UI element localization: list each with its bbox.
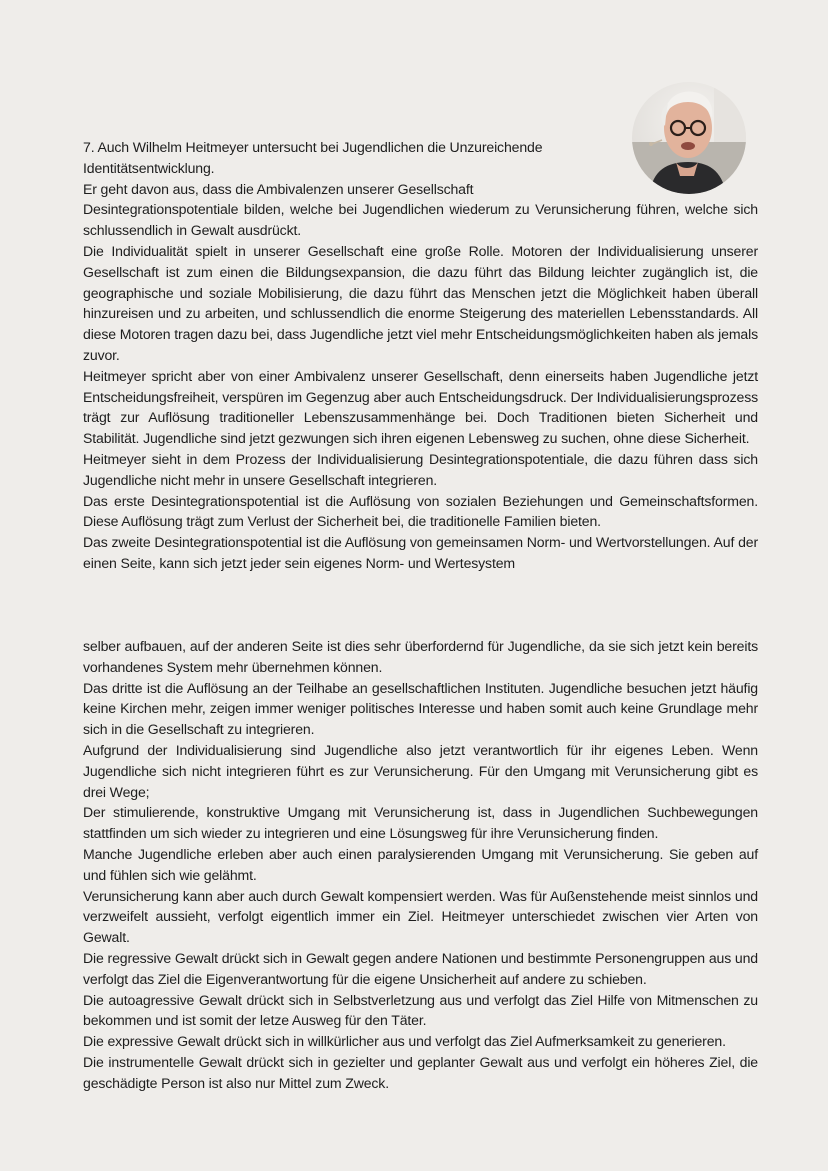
paragraph: Die instrumentelle Gewalt drückt sich in gezielter und geplanter Gewalt aus und verfolgt ein höheres Ziel, die geschädigte Person ist also nur Mittel zum Zweck. [83, 1053, 758, 1091]
text-block-bottom [83, 636, 758, 1094]
paragraph: selber aufbauen, auf der anderen Seite ist dies sehr überfordernd für Jugendliche, da sie sich jetzt kein bereits vorhandenes System mehr übernehmen können. [83, 638, 758, 675]
paragraph: Die Individualität spielt in unserer Gesellschaft eine große Rolle. Motoren der Individualisierung unserer Gesellschaft ist zum einen die Bildungsexpansion, die dazu führt das Bildung leichter zugänglich ist, die geographische und soziale Mobilisierung, die dazu führt das Menschen jetzt die Möglichkeit haben überall hinzureisen und zu arbeiten, und schlussendlich die enorme Steigerung des materiellen Lebensstandards. All diese Motoren tragen dazu bei, dass Jugendliche jetzt viel mehr Entscheidungsmöglichkeiten haben als jemals zuvor. [83, 242, 758, 363]
paragraph: Desintegrationspotentiale bilden, welche bei Jugendlichen wiederum zu Verunsicherung führen, welche sich schlussendlich in Gewalt ausdrückt. [83, 201, 758, 239]
paragraph: Der stimulierende, konstruktive Umgang mit Verunsicherung ist, dass in Jugendlichen Suchbewegungen stattfinden um sich wieder zu integrieren und eine Lösungsweg für ihre Verunsicherung finden. [83, 804, 758, 842]
paragraph: Heitmeyer spricht aber von einer Ambivalenz unserer Gesellschaft, denn einerseits haben Jugendliche jetzt Entscheidungsfreiheit, verspüren im Gegenzug aber auch Entscheidungsdruck. Der Individualisierungsprozess trägt zur Auflösung traditioneller Lebenszusammenhänge bei. Doch Traditionen bieten Sicherheit und Stabilität. Jugendliche sind jetzt gezwungen sich ihren eigenen Lebensweg zu suchen, ohne diese Sicherheit. [83, 367, 758, 447]
paragraph: Die autoagressive Gewalt drückt sich in Selbstverletzung aus und verfolgt das Ziel Hilfe von Mitmenschen zu bekommen und ist somit der letze Ausweg für den Täter. [83, 991, 758, 1029]
paragraph: Verunsicherung kann aber auch durch Gewalt kompensiert werden. Was für Außenstehende meist sinnlos und verzweifelt aussieht, verfolgt eigentlich immer ein Ziel. Heitmeyer unterschiedet zwischen vier Arten von Gewalt. [83, 887, 758, 946]
paragraph: Das dritte ist die Auflösung an der Teilhabe an gesellschaftlichen Instituten. Jugendliche besuchen jetzt häufig keine Kirchen mehr, zeigen immer weniger politisches Interesse und haben somit auch keine Grundlage mehr sich in die Gesellschaft zu integrieren. [83, 679, 758, 738]
paragraph: Manche Jugendliche erleben aber auch einen paralysierenden Umgang mit Verunsicherung. Sie geben auf und fühlen sich wie gelähmt. [83, 845, 758, 883]
paragraph: Aufgrund der Individualisierung sind Jugendliche also jetzt verantwortlich für ihr eigenes Leben. Wenn Jugendliche sich nicht integrieren führt es zur Verunsicherung. Für den Umgang mit Verunsicherung gibt es drei Wege; [83, 741, 758, 800]
paragraph: Die regressive Gewalt drückt sich in Gewalt gegen andere Nationen und bestimmte Personengruppen aus und verfolgt das Ziel die Eigenverantwortung für die eigene Unsicherheit auf andere zu schieben. [83, 949, 758, 987]
paragraph: Das zweite Desintegrationspotential ist die Auflösung von gemeinsamen Norm- und Wertvorstellungen. Auf der einen Seite, kann sich jetzt jeder sein eigenes Norm- und Wertesystem [83, 534, 758, 571]
text-block-top [83, 137, 758, 574]
paragraph: 7. Auch Wilhelm Heitmeyer untersucht bei Jugendlichen die Unzureichende Identitätsentwicklung. [83, 139, 543, 176]
paragraph: Das erste Desintegrationspotential ist die Auflösung von sozialen Beziehungen und Gemeinschaftsformen. Diese Auflösung trägt zum Verlust der Sicherheit bei, die traditionelle Familien bieten. [83, 492, 758, 530]
paragraph: Er geht davon aus, dass die Ambivalenzen unserer Gesellschaft [83, 180, 474, 197]
paragraph: Heitmeyer sieht in dem Prozess der Individualisierung Desintegrationspotentiale, die dazu führen dass sich Jugendliche nicht mehr in unsere Gesellschaft integrieren. [83, 450, 758, 488]
paragraph: Die expressive Gewalt drückt sich in willkürlicher aus und verfolgt das Ziel Aufmerksamkeit zu generieren. [83, 1033, 726, 1050]
